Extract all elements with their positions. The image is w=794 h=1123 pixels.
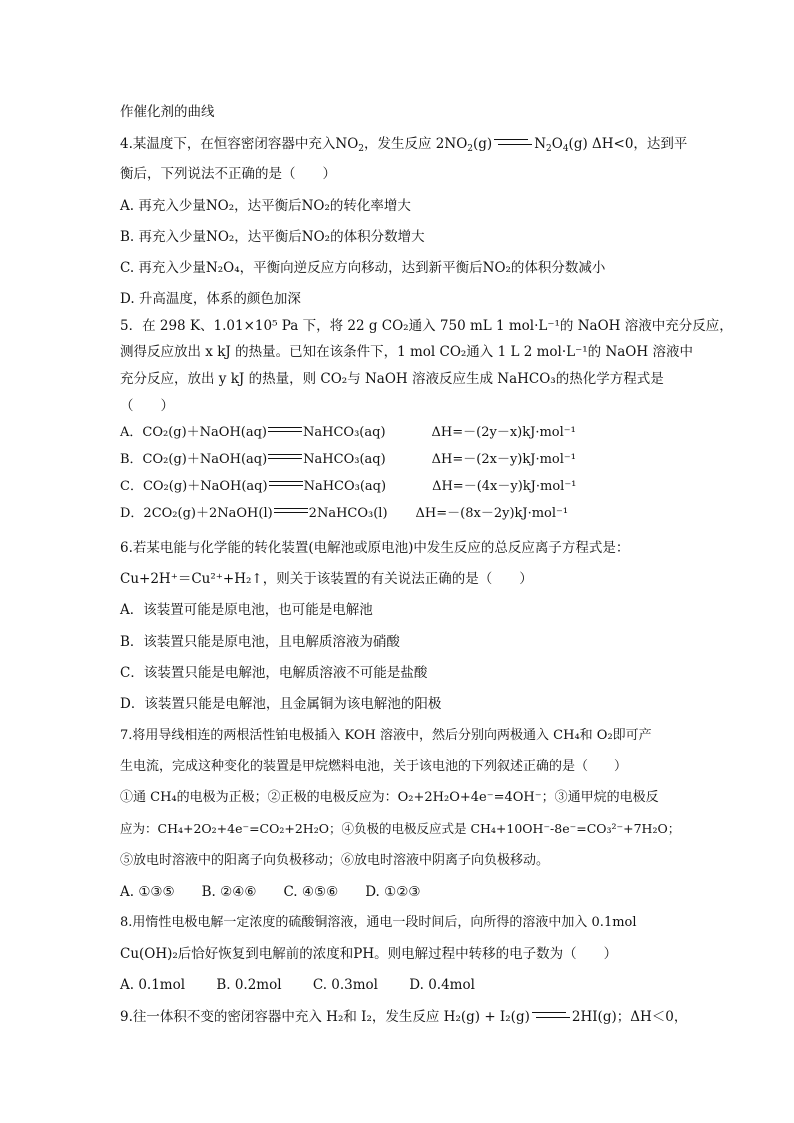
option-a: A．该装置可能是原电池，也可能是电解池 <box>120 602 373 618</box>
text-line: 测得反应放出 x kJ 的热量。已知在该条件下，1 mol CO₂通入 1 L 2 mol·L⁻¹的 NaOH 溶液中 <box>120 344 693 360</box>
option-a: A．CO₂(g)＋NaOH(aq) NaHCO₃(aq) ΔH=－(2y－x)kJ·mol⁻¹ <box>120 425 576 440</box>
text-line: 应为：CH₄+2O₂+4e⁻=CO₂+2H₂O；④负极的电极反应式是 CH₄+10OH⁻-8e⁻=CO₃²⁻+7H₂O； <box>120 821 681 836</box>
question-5-stem: 5．在 298 K、1.01×10⁵ Pa 下，将 22 g CO₂通入 750 mL 1 mol·L⁻¹的 NaOH 溶液中充分反应， <box>120 318 733 334</box>
question-6-stem: 6.若某电能与化学能的转化装置(电解池或原电池)中发生反应的总反应离子方程式是： <box>120 540 630 556</box>
equals-arrow <box>269 479 303 489</box>
text-line: 充分反应，放出 y kJ 的热量，则 CO₂与 NaOH 溶液反应生成 NaHCO₃的热化学方程式是 <box>120 371 664 387</box>
equals-arrow <box>268 452 302 462</box>
text-line: 衡后，下列说法不正确的是（ ） <box>120 166 336 182</box>
equilibrium-arrow <box>494 137 532 147</box>
text-line: Cu+2H⁺＝Cu²⁺+H₂↑，则关于该装置的有关说法正确的是（ ） <box>120 571 533 587</box>
option-b: B. 再充入少量NO₂，达平衡后NO₂的体积分数增大 <box>120 229 425 245</box>
text-line: ⑤放电时溶液中的阳离子向负极移动；⑥放电时溶液中阴离子向负极移动。 <box>120 853 550 868</box>
text-line: Cu(OH)₂后恰好恢复到电解前的浓度和PH。则电解过程中转移的电子数为（ ） <box>120 946 618 962</box>
option-c: C. 再充入少量N₂O₄，平衡向逆反应方向移动，达到新平衡后NO₂的体积分数减小 <box>120 260 606 276</box>
equilibrium-arrow <box>532 1010 570 1020</box>
text-line: 生电流，完成这种变化的装置是甲烷燃料电池，关于该电池的下列叙述正确的是（ ） <box>120 759 628 774</box>
question-9-stem: 9.往一体积不变的密闭容器中充入 H₂和 I₂，发生反应 H₂(g) + I₂(g) 2HI(g)；ΔH＜0， <box>120 1009 688 1025</box>
option-c: C．该装置只能是电解池，电解质溶液不可能是盐酸 <box>120 665 428 681</box>
option-b: B．该装置只能是原电池，且电解质溶液为硝酸 <box>120 634 400 650</box>
option-d: D. 升高温度，体系的颜色加深 <box>120 291 301 307</box>
equals-arrow <box>274 506 308 516</box>
question-4-stem: 4.某温度下，在恒容密闭容器中充入$NO_2$，发生反应 $2NO_2(g)$ $N_2O_4(g)$ ΔH<0，达到平 <box>120 136 688 154</box>
option-d: D．2CO₂(g)＋2NaOH(l) 2NaHCO₃(l) ΔH=－(8x－2y)kJ·mol⁻¹ <box>120 506 569 521</box>
question-8-stem: 8.用惰性电极电解一定浓度的硫酸铜溶液，通电一段时间后，向所得的溶液中加入 0.1mol <box>120 915 637 930</box>
question-8-options: A. 0.1mol B. 0.2mol C. 0.3mol D. 0.4mol <box>120 977 475 993</box>
text-line: 作催化剂的曲线 <box>120 104 215 120</box>
option-c: C．CO₂(g)＋NaOH(aq) NaHCO₃(aq) ΔH=－(4x－y)kJ·mol⁻¹ <box>120 479 577 494</box>
option-a: A. 再充入少量NO₂，达平衡后NO₂的转化率增大 <box>120 198 411 214</box>
option-b: B．CO₂(g)＋NaOH(aq) NaHCO₃(aq) ΔH=－(2x－y)kJ·mol⁻¹ <box>120 452 576 467</box>
option-d: D．该装置只能是电解池，且金属铜为该电解池的阳极 <box>120 696 442 712</box>
question-7-options: A. ①③⑤ B. ②④⑥ C. ④⑤⑥ D. ①②③ <box>120 884 421 900</box>
text-line: ①通 CH₄的电极为正极；②正极的电极反应为：O₂+2H₂O+4e⁻=4OH⁻；③通甲烷的电极反 <box>120 790 659 805</box>
text-line: （ ） <box>120 398 174 414</box>
question-7-stem: 7.将用导线相连的两根活性铂电极插入 KOH 溶液中，然后分别向两极通入 CH₄和 O₂即可产 <box>120 728 652 743</box>
equals-arrow <box>268 425 302 435</box>
